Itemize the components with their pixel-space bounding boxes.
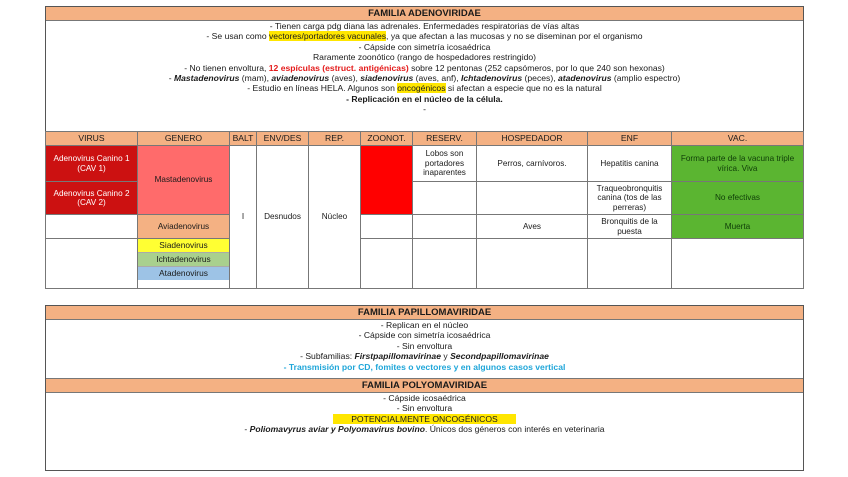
papilloma-line-4: - Subfamilias: Firstpapillomavirinae y Secondpapillomavirinae [300, 351, 549, 362]
polyoma-line-3 [46, 414, 803, 424]
table-header-row [46, 132, 804, 146]
enf-cell-2: Traqueobronquitis canina (tos de las perreras) [588, 182, 672, 215]
host-cell-2 [477, 182, 588, 215]
envdes-cell: Desnudos [257, 146, 309, 289]
reserv-cell-4 [413, 239, 477, 289]
enf-cell-1: Hepatitis canina [588, 146, 672, 182]
adenoviridae-title: FAMILIA ADENOVIRIDAE [46, 7, 803, 21]
balt-cell: I [230, 146, 257, 289]
virus-cell-4 [46, 239, 138, 289]
adenoviridae-section [45, 6, 804, 132]
col-virus: VIRUS [46, 132, 138, 146]
zoonot-cell-4 [361, 239, 413, 289]
col-zoonot: ZOONOT. [361, 132, 413, 146]
cav1-cell: Adenovirus Canino 1 (CAV 1) [46, 146, 138, 182]
oncogenicos-highlight: oncogénicos [397, 83, 446, 94]
polyomaviridae-title: FAMILIA POLYOMAVIRIDAE [46, 378, 803, 393]
col-balt: BALT [230, 132, 257, 146]
reserv-cell-1: Lobos son portadores inaparentes [413, 146, 477, 182]
vac-cell-2: No efectivas [672, 182, 804, 215]
papilloma-line-5: - Transmisión por CD, fomites o vectores y en algunos casos vertical [283, 361, 566, 372]
papillomaviridae-title: FAMILIA PAPILLOMAVIRIDAE [46, 306, 803, 320]
table-row [46, 146, 804, 182]
espiculas-red-text: 12 espículas (estruct. antigénicas) [268, 62, 409, 73]
ichtadenovirus-cell: Ichtadenovirus [138, 253, 229, 267]
zoonot-red-cell [361, 146, 413, 215]
table-row [46, 215, 804, 239]
adeno-line-3: - Cápside con simetría icosaédrica [358, 41, 491, 52]
adeno-line-8: - Replicación en el núcleo de la célula. [346, 93, 503, 104]
col-genero: GENERO [138, 132, 230, 146]
vectores-highlight: vectores/portadores vacunales [269, 31, 387, 42]
polyoma-line-2: - Sin envoltura [396, 403, 453, 414]
adeno-line-5: - No tienen envoltura, 12 espículas (estruct. antigénicas) sobre 12 pentonas (252 capsómeros, por lo que 240 son hexonas) [184, 62, 665, 73]
adeno-line-4: Raramente zoonótico (rango de hospedadores restringido) [312, 52, 537, 63]
col-rep: REP. [309, 132, 361, 146]
papilloma-line-1: - Replican en el núcleo [380, 320, 469, 330]
zoonot-cell-3 [361, 215, 413, 239]
col-enf: ENF [588, 132, 672, 146]
polyoma-line-4: - Poliomavyrus aviar y Polyomavirus bovino. Únicos dos géneros con interés en veterinaria [244, 424, 605, 435]
siadenovirus-cell: Siadenovirus [138, 239, 229, 253]
host-cell-4 [477, 239, 588, 289]
enf-cell-4 [588, 239, 672, 289]
papilloma-line-3: - Sin envoltura [396, 340, 453, 351]
vac-cell-4 [672, 239, 804, 289]
papilloma-line-2: - Cápside con simetría icosaédrica [358, 330, 491, 341]
enf-cell-3: Bronquitis de la puesta [588, 215, 672, 239]
vac-cell-1: Forma parte de la vacuna triple vírica. Viva [672, 146, 804, 182]
col-envdes: ENV/DES [257, 132, 309, 146]
other-genera-cell [138, 239, 230, 289]
cav2-cell: Adenovirus Canino 2 (CAV 2) [46, 182, 138, 215]
table-row [46, 239, 804, 289]
adeno-line-6: - Mastadenovirus (mam), aviadenovirus (aves), siadenovirus (aves, anf), Ichtadenovirus (peces), atadenovirus (amplio espectro) [168, 73, 681, 84]
virus-table [45, 131, 804, 289]
atadenovirus-cell: Atadenovirus [138, 267, 229, 280]
reserv-cell-3 [413, 215, 477, 239]
adeno-line-7: - Estudio en líneas HELA. Algunos son oncogénicos si afectan a especie que no es la natural [247, 83, 602, 94]
virus-cell-3 [46, 215, 138, 239]
host-cell-3: Aves [477, 215, 588, 239]
adeno-line-1: - Tienen carga pdg diana las adrenales. Enfermedades respiratorias de vías altas [269, 21, 580, 31]
aviadenovirus-cell: Aviadenovirus [138, 215, 230, 239]
rep-cell: Núcleo [309, 146, 361, 289]
papilloma-polyoma-section [45, 305, 804, 471]
host-cell-1: Perros, carnívoros. [477, 146, 588, 182]
adeno-line-9: - [423, 104, 426, 115]
potencialmente-oncogenicos-highlight: POTENCIALMENTE ONCOGÉNICOS [333, 414, 516, 424]
adeno-line-2: - Se usan como vectores/portadores vacunales, ya que afectan a las mucosas y no se diseminan por el organismo [206, 31, 643, 42]
polyoma-line-1: - Cápside icosaédrica [383, 393, 466, 404]
mastadenovirus-cell: Mastadenovirus [138, 146, 230, 215]
vac-cell-3: Muerta [672, 215, 804, 239]
reserv-cell-2 [413, 182, 477, 215]
col-vac: VAC. [672, 132, 804, 146]
col-reserv: RESERV. [413, 132, 477, 146]
col-hospedador: HOSPEDADOR [477, 132, 588, 146]
